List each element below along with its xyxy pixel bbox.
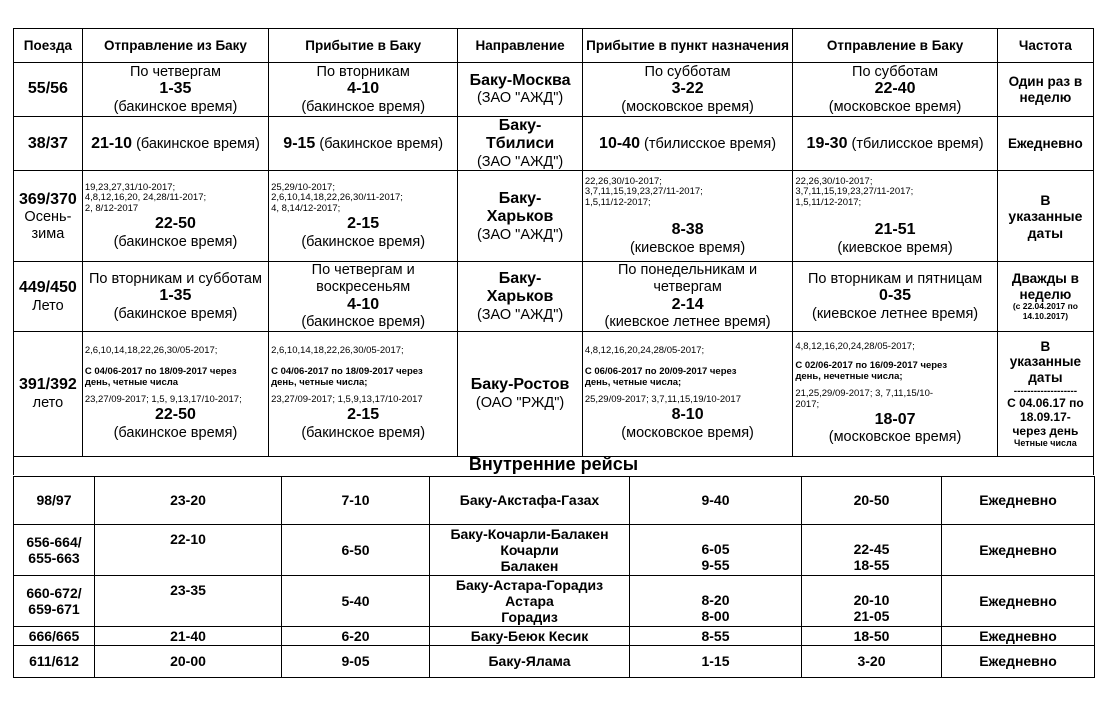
domestic-dest-text: 9-40 xyxy=(701,492,730,509)
domestic-dest-text: 9-55 xyxy=(701,556,730,573)
domestic-frequency-cell: Ежедневно xyxy=(942,646,1095,678)
domestic-train-cell xyxy=(14,477,95,525)
domestic-train-text: 659-671 xyxy=(28,601,80,617)
domestic-dir-text: Балакен xyxy=(500,558,559,575)
table-row xyxy=(14,63,1094,117)
domestic-dep-cell xyxy=(95,646,282,678)
table-row xyxy=(14,262,1094,331)
dep-baku-cell: 19,23,27,31/10-2017; 4,8,12,16,20, 24,28/11-2017; 2, 8/12-2017 22-50 (бакинское время) xyxy=(82,171,268,262)
domestic-back-text: 18-50 xyxy=(853,627,890,644)
dep-to-baku-cell: По вторникам и пятницам 0-35 (киевское летнее время) xyxy=(793,262,997,331)
train-number: 55/56 xyxy=(14,63,83,117)
table-row xyxy=(14,477,1095,525)
domestic-back-cell xyxy=(802,627,942,646)
domestic-back-text: 20-10 xyxy=(853,591,890,608)
domestic-arr-text: 7-10 xyxy=(341,492,370,509)
domestic-dir-cell xyxy=(430,627,630,646)
frequency-cell: В указанные даты ------------------- С 04.06.17 по 18.09.17- через день Четные числа xyxy=(997,331,1093,456)
domestic-dest-text: 8-20 xyxy=(701,591,730,608)
domestic-dir-cell xyxy=(430,646,630,678)
arr-dest-cell: 4,8,12,16,20,24,28/05-2017; С 06/06-2017 по 20/09-2017 через день, четные числа; 25,29/09-2017; 3,7,11,15,19/10-2017 8-10 (московское время) xyxy=(582,331,793,456)
domestic-dir-cell xyxy=(430,525,630,576)
domestic-dep-text: 23-35 xyxy=(170,582,206,598)
domestic-dest-text: 8-55 xyxy=(701,627,730,644)
domestic-dir-text: Кочарли xyxy=(500,541,559,558)
arr-baku-cell: По четвергам и воскресеньям 4-10 (бакинское время) xyxy=(269,262,458,331)
header-dep-to-baku: Отправление в Баку xyxy=(793,29,997,63)
header-train: Поезда xyxy=(14,29,83,63)
domestic-dir-text: Баку-Беюк Кесик xyxy=(470,627,589,644)
direction-cell: Баку- Тбилиси (ЗАО "АЖД") xyxy=(458,117,582,171)
domestic-dep-cell xyxy=(95,525,282,576)
domestic-dep-text: 22-10 xyxy=(170,531,206,547)
dep-to-baku-cell: По субботам 22-40 (московское время) xyxy=(793,63,997,117)
domestic-back-cell xyxy=(802,525,942,576)
domestic-train-text: 660-672/ xyxy=(26,584,82,601)
domestic-dest-text: 1-15 xyxy=(701,653,730,670)
table-row xyxy=(14,117,1094,171)
domestic-train-cell xyxy=(14,525,95,576)
frequency-cell: Один раз в неделю xyxy=(997,63,1093,117)
domestic-dest-cell xyxy=(630,576,802,627)
domestic-dest-text: 8-00 xyxy=(701,607,730,624)
direction-cell: Баку-Ростов (ОАО "РЖД") xyxy=(458,331,582,456)
table-row xyxy=(14,627,1095,646)
domestic-dest-cell xyxy=(630,646,802,678)
domestic-arr-text: 9-05 xyxy=(341,653,370,670)
header-arr-baku: Прибытие в Баку xyxy=(269,29,458,63)
domestic-dep-text: 20-00 xyxy=(170,653,206,670)
domestic-back-text: 22-45 xyxy=(853,540,890,557)
dep-to-baku-cell: 19-30 (тбилисское время) xyxy=(793,117,997,171)
domestic-arr-cell xyxy=(282,646,430,678)
international-schedule-table xyxy=(13,28,1094,457)
domestic-arr-cell xyxy=(282,576,430,627)
table-row xyxy=(14,646,1095,678)
frequency-cell: В указанные даты xyxy=(997,171,1093,262)
domestic-dir-text: Баку-Акстафа-Газах xyxy=(459,492,600,509)
domestic-dep-text: 23-20 xyxy=(170,492,206,509)
domestic-arr-text: 6-50 xyxy=(341,541,370,558)
domestic-train-text: 611/612 xyxy=(29,653,79,670)
domestic-arr-cell xyxy=(282,627,430,646)
domestic-dir-cell xyxy=(430,576,630,627)
header-dep-baku: Отправление из Баку xyxy=(82,29,268,63)
domestic-back-cell xyxy=(802,576,942,627)
dep-baku-cell: 21-10 (бакинское время) xyxy=(82,117,268,171)
table-row xyxy=(14,171,1094,262)
direction-cell: Баку- Харьков (ЗАО "АЖД") xyxy=(458,171,582,262)
domestic-table-body xyxy=(14,477,1095,678)
arr-dest-cell: По понедельникам и четвергам 2-14 (киевское летнее время) xyxy=(582,262,793,331)
domestic-arr-text: 5-40 xyxy=(341,592,370,609)
domestic-dir-cell xyxy=(430,477,630,525)
direction-cell: Баку-Москва (ЗАО "АЖД") xyxy=(458,63,582,117)
arr-baku-cell: По вторникам 4-10 (бакинское время) xyxy=(269,63,458,117)
dep-baku-cell: По четвергам 1-35 (бакинское время) xyxy=(82,63,268,117)
arr-baku-cell: 2,6,10,14,18,22,26,30/05-2017; С 04/06-2017 по 18/09-2017 через день, четные числа; 23,27/09-2017; 1,5,9,13,17/10-2017 2-15 (бакинское время) xyxy=(269,331,458,456)
arr-dest-cell: По субботам 3-22 (московское время) xyxy=(582,63,793,117)
domestic-dir-text: Горадиз xyxy=(501,609,558,626)
table-row xyxy=(14,525,1095,576)
header-direction: Направление xyxy=(458,29,582,63)
domestic-train-text: 666/665 xyxy=(28,627,80,644)
domestic-frequency-cell: Ежедневно xyxy=(942,477,1095,525)
train-number-cell: 391/392 лето xyxy=(14,331,83,456)
domestic-dest-cell xyxy=(630,477,802,525)
frequency-cell: Ежедневно xyxy=(997,117,1093,171)
dep-baku-cell: 2,6,10,14,18,22,26,30/05-2017; С 04/06-2017 по 18/09-2017 через день, четные числа 23,27/09-2017; 1,5, 9,13,17/10-2017; 22-50 (бакинское время) xyxy=(82,331,268,456)
arr-dest-cell: 22,26,30/10-2017; 3,7,11,15,19,23,27/11-2017; 1,5,11/12-2017; 8-38 (киевское время) xyxy=(582,171,793,262)
domestic-dep-text: 21-40 xyxy=(170,627,206,644)
header-arr-dest: Прибытие в пункт назначения xyxy=(582,29,793,63)
domestic-dir-text: Астара xyxy=(505,592,554,609)
domestic-dir-text: Баку-Ялама xyxy=(488,653,571,670)
domestic-dest-cell xyxy=(630,627,802,646)
domestic-train-cell xyxy=(14,646,95,678)
arr-baku-cell: 9-15 (бакинское время) xyxy=(269,117,458,171)
domestic-back-text: 21-05 xyxy=(853,607,890,624)
domestic-frequency-cell: Ежедневно xyxy=(942,576,1095,627)
domestic-dep-cell xyxy=(95,627,282,646)
frequency-cell: Дважды в неделю (с 22.04.2017 по 14.10.2017) xyxy=(997,262,1093,331)
domestic-back-text: 3-20 xyxy=(857,653,886,670)
domestic-frequency-cell: Ежедневно xyxy=(942,525,1095,576)
table-row xyxy=(14,331,1094,456)
domestic-dep-cell xyxy=(95,477,282,525)
header-frequency: Частота xyxy=(997,29,1093,63)
dep-to-baku-cell: 4,8,12,16,20,24,28/05-2017; С 02/06-2017 по 16/09-2017 через день, нечетные числа; 21,25,29/09-2017; 3, 7,11,15/10- 2017; 18-07 (московское время) xyxy=(793,331,997,456)
train-number-cell: 369/370 Осень- зима xyxy=(14,171,83,262)
arr-dest-cell: 10-40 (тбилисское время) xyxy=(582,117,793,171)
domestic-dep-cell xyxy=(95,576,282,627)
domestic-section-title: Внутренние рейсы xyxy=(13,453,1094,475)
domestic-train-cell xyxy=(14,627,95,646)
dep-to-baku-cell: 22,26,30/10-2017; 3,7,11,15,19,23,27/11-2017; 1,5,11/12-2017; 21-51 (киевское время) xyxy=(793,171,997,262)
train-number-cell: 449/450 Лето xyxy=(14,262,83,331)
domestic-train-cell xyxy=(14,576,95,627)
domestic-frequency-cell: Ежедневно xyxy=(942,627,1095,646)
domestic-back-cell xyxy=(802,477,942,525)
arr-baku-cell: 25,29/10-2017; 2,6,10,14,18,22,26,30/11-2017; 4, 8,14/12-2017; 2-15 (бакинское время) xyxy=(269,171,458,262)
domestic-dest-text: 6-05 xyxy=(701,540,730,557)
domestic-arr-cell xyxy=(282,525,430,576)
domestic-back-text: 20-50 xyxy=(853,492,890,509)
domestic-dest-cell xyxy=(630,525,802,576)
domestic-schedule-table xyxy=(13,476,1095,678)
domestic-train-text: 655-663 xyxy=(28,550,80,566)
domestic-train-text: 656-664/ xyxy=(26,533,82,550)
domestic-arr-cell xyxy=(282,477,430,525)
domestic-dir-text: Баку-Астара-Горадиз xyxy=(455,576,604,593)
train-number: 38/37 xyxy=(14,117,83,171)
domestic-back-text: 18-55 xyxy=(853,556,890,573)
domestic-train-text: 98/97 xyxy=(36,492,72,509)
domestic-dir-text: Баку-Кочарли-Балакен xyxy=(450,525,609,542)
table-row xyxy=(14,576,1095,627)
domestic-back-cell xyxy=(802,646,942,678)
header-row xyxy=(14,29,1094,63)
direction-cell: Баку- Харьков (ЗАО "АЖД") xyxy=(458,262,582,331)
domestic-arr-text: 6-20 xyxy=(341,627,370,644)
dep-baku-cell: По вторникам и субботам 1-35 (бакинское время) xyxy=(82,262,268,331)
